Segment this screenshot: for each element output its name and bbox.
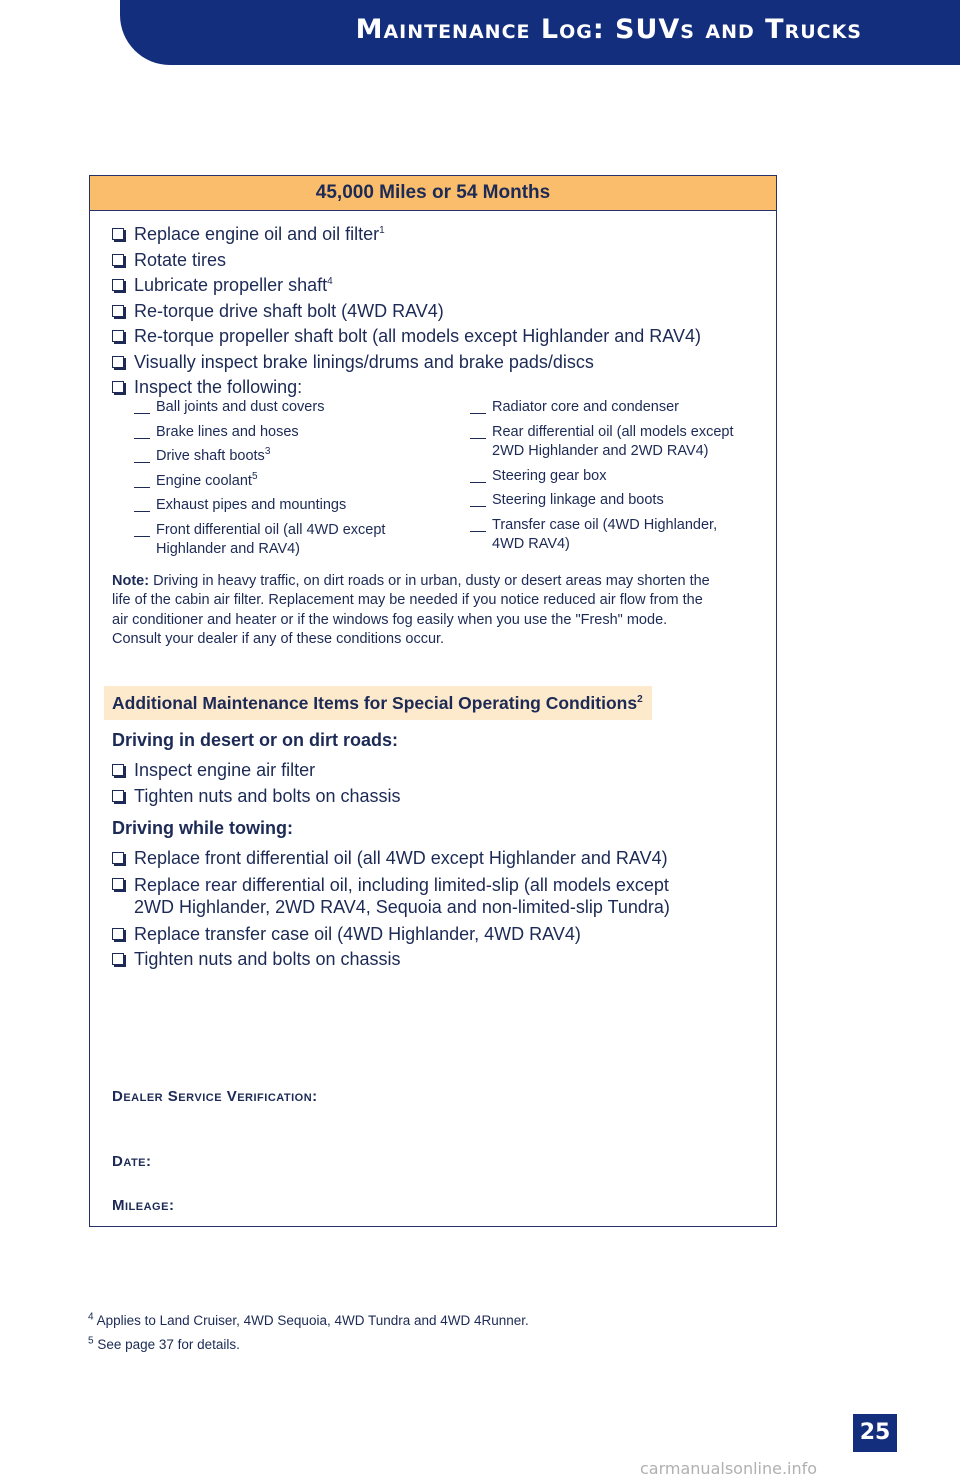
dealer-verification-label: Dealer Service Verification: [112,1088,318,1105]
task-item[interactable]: Tighten nuts and bolts on chassis [112,784,712,810]
checkbox-icon[interactable] [112,305,124,317]
task-item[interactable]: Replace engine oil and oil filter$^1$ [112,222,752,248]
watermark: carmanualsonline.info [640,1459,818,1478]
checkbox-icon[interactable] [112,790,124,802]
header-bar [120,0,960,65]
towing-heading: Driving while towing: [112,818,293,838]
checkbox-icon[interactable] [112,953,124,965]
checkbox-icon[interactable] [112,254,124,266]
checkbox-icon[interactable] [112,356,124,368]
checkbox-icon[interactable] [112,764,124,776]
checkbox-icon[interactable] [112,928,124,940]
note: Note: Driving in heavy traffic, on dirt roads or in urban, dusty or desert areas may shorten the life of the cabin air filter. Replacement may be needed if you notice reduced air flow from the air conditioner and heater or if the windows fog easily when you use the "Fresh" mode. Consult your dealer if any of these conditions occur. [112,573,710,648]
footnotes [88,1309,529,1357]
task-item[interactable]: Replace rear differential oil, including limited-slip (all models except 2WD Highlander, 2WD RAV4, Sequoia and non-limited-slip Tundra) [112,872,702,919]
checkbox-icon[interactable] [112,279,124,291]
task-item[interactable]: Visually inspect brake linings/drums and brake pads/discs [112,350,752,376]
inspect-item[interactable]: Front differential oil (all 4WD except Highlander and RAV4) [156,521,386,557]
inspect-item[interactable]: Steering linkage and boots [492,492,664,508]
task-item[interactable]: Inspect engine air filter [112,758,712,784]
task-item[interactable]: Replace front differential oil (all 4WD except Highlander and RAV4) [112,846,702,872]
footnote: $^5$ See page 37 for details. [88,1335,240,1352]
inspect-item[interactable]: Exhaust pipes and mountings [156,497,347,513]
inspect-item[interactable]: Ball joints and dust covers [156,399,325,415]
maintenance-log-box [89,175,777,1227]
desert-list [112,758,712,809]
page-title: Maintenance Log: SUVs and Trucks [355,14,862,45]
additional-items-heading: Additional Maintenance Items for Special Operating Conditions$^2$ [104,686,652,720]
checkbox-icon[interactable] [112,381,124,393]
inspect-item[interactable]: Brake lines and hoses [156,423,299,440]
inspect-item[interactable]: Drive shaft boots$^3$ [156,446,271,464]
mileage-label: Mileage: [112,1197,175,1214]
task-item[interactable]: Tighten nuts and bolts on chassis [112,947,702,973]
inspect-column-right [470,398,770,565]
date-label: Date: [112,1153,152,1170]
task-item[interactable]: Inspect the following: [112,375,752,401]
interval-header: 45,000 Miles or 54 Months [90,176,776,211]
footnote: $^4$ Applies to Land Cruiser, 4WD Sequoia, 4WD Tundra and 4WD 4Runner. [88,1311,529,1328]
inspect-list [134,398,774,565]
checkbox-icon[interactable] [112,330,124,342]
inspect-item[interactable]: Transfer case oil (4WD Highlander, 4WD RAV4) [492,516,718,552]
task-item[interactable]: Rotate tires [112,248,752,274]
task-list [112,222,752,401]
task-item[interactable]: Re-torque drive shaft bolt (4WD RAV4) [112,299,752,325]
inspect-item[interactable]: Steering gear box [492,467,607,484]
inspect-item[interactable]: Rear differential oil (all models except 2WD Highlander and 2WD RAV4) [492,423,734,459]
task-item[interactable]: Replace transfer case oil (4WD Highlander, 4WD RAV4) [112,922,702,948]
checkbox-icon[interactable] [112,228,124,240]
checkbox-icon[interactable] [112,878,124,890]
inspect-column-left [134,398,470,565]
inspect-item[interactable]: Radiator core and condenser [492,399,680,415]
page-number: 25 [853,1414,897,1452]
inspect-item[interactable]: Engine coolant$^5$ [156,470,258,489]
task-item[interactable]: Re-torque propeller shaft bolt (all models except Highlander and RAV4) [112,324,752,350]
task-item[interactable]: Lubricate propeller shaft$^4$ [112,273,752,299]
desert-heading: Driving in desert or on dirt roads: [112,730,399,750]
towing-list [112,846,702,973]
checkbox-icon[interactable] [112,852,124,864]
